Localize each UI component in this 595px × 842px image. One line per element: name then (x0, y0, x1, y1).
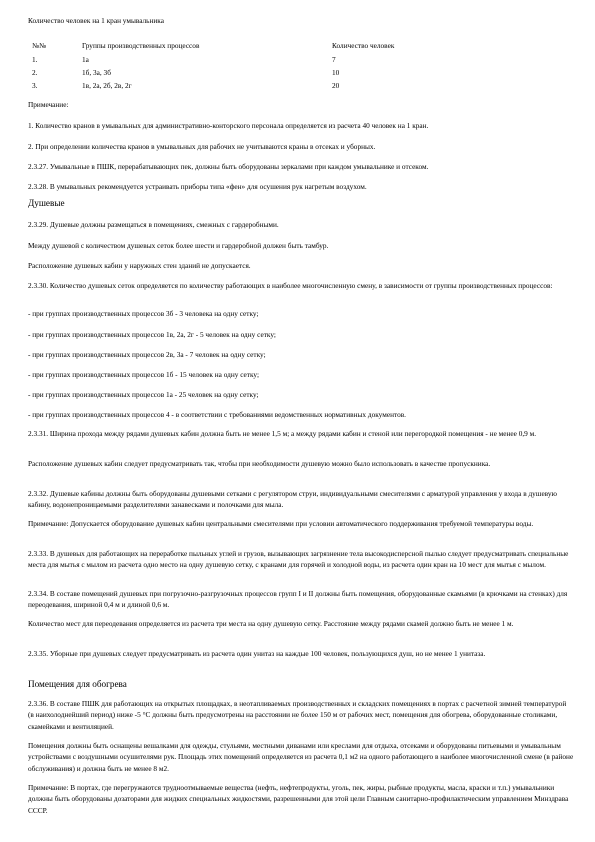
paragraph-2-3-36: 2.3.36. В составе ПШК для работающих на открытых площадках, в неотапливаемых производственных и складских помещениях в портах с расчетной зимней температурой (в наихолоднейший период) ниже -5 °С должны быть предусмотрены на расстоянии не более 150 м от рабочих мест, помещения для обогрева, оборудованные столиками, скамейками и вентиляцией. (28, 699, 567, 731)
table-header-num: №№ (32, 41, 46, 50)
note-1: 1. Количество кранов в умывальных для административно-конторского персонала определяется из расчета 40 человек на 1 кран. (28, 121, 429, 130)
note-2: 2. При определении количества кранов в умывальных для рабочих не учитываются краны в отсеках и уборных. (28, 142, 376, 151)
table-header-count: Количество человек (332, 41, 395, 50)
table-header-groups: Группы производственных процессов (82, 41, 200, 50)
paragraph-places: Количество мест для переодевания определяется из расчета три места на одну душевую сетку. Расстояние между рядами скамей должно быть не менее 1 м. (28, 619, 514, 628)
table-cell: 20 (332, 81, 340, 90)
paragraph-2-3-30: 2.3.30. Количество душевых сеток определяется по количеству работающих в наиболее многочисленную смену, в зависимости от группы производственных процессов: (28, 281, 553, 290)
paragraph-2-3-35: 2.3.35. Уборные при душевых следует предусматривать из расчета один унитаз на каждые 100 человек, пользующихся душ, но не менее 1 унитаза. (28, 649, 486, 658)
table-cell: 7 (332, 55, 336, 64)
note-automatic-mixers: Примечание: Допускается оборудование душевых кабин центральными смесителями при условии автоматического поддерживания требуемой температуры воды. (28, 519, 534, 528)
table-cell: 1б, 3а, 3б (82, 68, 111, 77)
table-caption: Количество человек на 1 кран умывальника (28, 16, 164, 25)
list-item: - при группах производственных процессов 2в, 3а - 7 человек на одну сетку; (28, 350, 266, 359)
table-cell: 2. (32, 68, 38, 77)
table-cell: 1. (32, 55, 38, 64)
paragraph-2-3-34: 2.3.34. В составе помещений душевых при погрузочно-разгрузочных процессов групп I и II должны быть помещения, оборудованные скамьями (в крючками на стенках) для переодевания, шириной 0,4 м и длиной 0,6 м. (28, 589, 568, 610)
table-cell: 1в, 2а, 2б, 2в, 2г (82, 81, 132, 90)
list-item: - при группах производственных процессов 1б - 15 человек на одну сетку; (28, 370, 260, 379)
table-cell: 3. (32, 81, 38, 90)
table-cell: 1а (82, 55, 89, 64)
list-item: - при группах производственных процессов 4 - в соответствии с требованиями ведомственных нормативных документов. (28, 410, 406, 419)
paragraph-walls: Расположение душевых кабин у наружных стен зданий не допускается. (28, 261, 251, 270)
paragraph-2-3-29: 2.3.29. Душевые должны размещаться в помещениях, смежных с гардеробными. (28, 220, 279, 229)
table-cell: 10 (332, 68, 340, 77)
note-ports: Примечание: В портах, где перегружаются трудноотмываемые вещества (нефть, нефтепродукты, уголь, пек, жиры, рыбные продукты, масла, краски и т.п.) умывальники должны быть оборудованы дозаторами для жидких специальных жидкостями, разрешенными для этой цели Главным санитарно-профилактическим управлением Минздрава СССР. (28, 783, 569, 815)
paragraph-2-3-33: 2.3.33. В душевых для работающих на переработке пыльных углей и грузов, вызывающих загрязнение тела высокодисперсной пылью следует предусматривать специальные места для мытья с мылом из расчета одно место на одну душевую сетку, с кранами для горячей и холодной воды, из расчета один кран на 10 мест для мытья с мылом. (28, 549, 569, 570)
paragraph-2-3-32: 2.3.32. Душевые кабины должны быть оборудованы душевыми сетками с регулятором струи, индивидуальными смесителями с арматурой управления у входа в душевую кабину, водонепроницаемыми разделителями занавесками и полочками для мыла. (28, 489, 557, 510)
paragraph-2-3-28: 2.3.28. В умывальных рекомендуется устраивать приборы типа «фен» для осушения рук нагретым воздухом. (28, 182, 367, 191)
paragraph-2-3-27: 2.3.27. Умывальные в ПШК, перерабатывающих пек, должны быть оборудованы зеркалами при каждом умывальнике и отсеком. (28, 162, 429, 171)
section-heading-showers: Душевые (28, 198, 65, 208)
paragraph-layout: Расположение душевых кабин следует предусматривать так, чтобы при необходимости душевую можно было использовать в качестве пропускника. (28, 459, 491, 468)
paragraph-2-3-31: 2.3.31. Ширина прохода между рядами душевых кабин должна быть не менее 1,5 м; а между рядами кабин и стеной или перегородкой помещения - не менее 0,9 м. (28, 429, 537, 438)
paragraph-rooms: Помещения должны быть оснащены вешалками для одежды, стульями, местными диванами или креслами для отдыха, отсеками и оборудованы питьевыми и умывальным устройствами с воздушными осушителями рук. Площадь этих помещений определяется из расчета 0,1 м2 на одного работающего в наиболее многочисленной смене (в районе обслуживания) и должна быть не менее 8 м2. (28, 741, 574, 773)
section-heading-heating: Помещения для обогрева (28, 679, 127, 689)
note-label: Примечание: (28, 100, 69, 109)
list-item: - при группах производственных процессов 1а - 25 человек на одну сетку; (28, 390, 259, 399)
list-item: - при группах производственных процессов 3б - 3 человека на одну сетку; (28, 309, 259, 318)
paragraph-tambur: Между душевой с количеством душевых сеток более шести и гардеробной должен быть тамбур. (28, 241, 329, 250)
list-item: - при группах производственных процессов 1в, 2а, 2г - 5 человек на одну сетку; (28, 330, 276, 339)
